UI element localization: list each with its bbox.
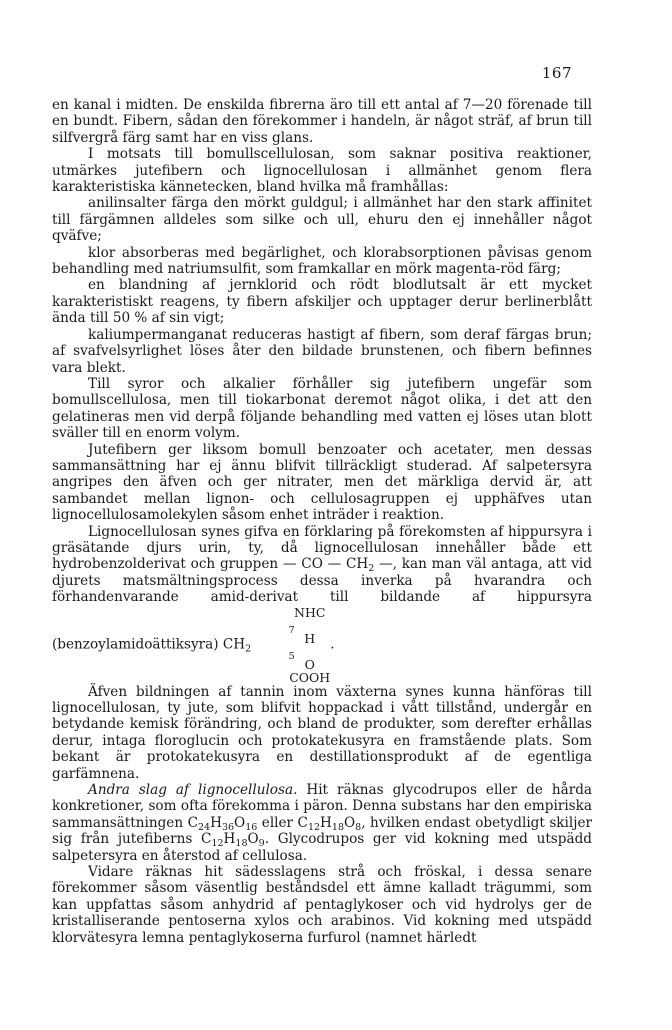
chemical-fraction <box>253 606 330 684</box>
list-item: klor absorberas med begärlighet, och klorabsorptionen påvisas genom behandling med natriumsulfit, som framkallar en mörk magenta-röd färg; <box>52 244 592 278</box>
section-heading: Andra slag af lignocellulosa. <box>88 782 298 799</box>
fraction-bottom: COOH <box>289 669 331 685</box>
paragraph: Jutefibern ger liksom bomull benzoater och acetater, men dessas sammansättning har ej ännu blifvit tillräckligt studerad. Af salpetersyra angripes den äfven och ger nitrater, men det märkliga dervid är, att sambandet mellan lignon- och cellulosagruppen ej upphäfves utan lignocellulosamolekylen såsom enhet inträder i reaktion. <box>52 441 592 524</box>
fraction-top: NHC $_7$ H $_5$ O <box>288 604 326 672</box>
paragraph-glycodrupos: Andra slag af lignocellulosa. Hit räknas glycodrupos eller de hårda konkretioner, som ofta förekomma i päron. Denna substans har den empiriska sammansättningen $C_{24}H_{36}O_{16}$ eller $C_{12}H_{18}O_8$, hvilken endast obetydligt skiljer sig från jutefiberns $C_{12}H_{18}O_9$. Glycodrupos ger vid kokning med utspädd salpetersyra en återstod af cellulosa. <box>52 782 592 864</box>
paragraph-hippursyra: Lignocellulosan synes gifva en förklaring på förekomsten af hippursyra i gräsätande djurs urin, ty, då lignocellulosan innehåller både ett hydrobenzolderivat och gruppen — CO — $CH_2$ —, kan man väl antaga, att vid djurets matsmältningsprocess dessa inverka på hvarandra och förhandenvarande amid-derivat till bildande af hippursyra (benzoylamidoättiksyra) $CH_2$ NHC $_7$ H $_5$ O COOH . <box>52 523 592 685</box>
page-body <box>52 97 592 946</box>
list-item: kaliumpermanganat reduceras hastigt af fibern, som deraf färgas brun; af svafvelsyrlighet löses åter den bildade brunstenen, och fibern befinnes vara blekt. <box>52 326 592 376</box>
paragraph: Äfven bildningen af tannin inom växterna synes kunna hänföras till lignocellulosan, ty jute, som blifvit hoppackad i vått tillstånd, undergår en betydande kemisk förändring, och bland de produkter, som derefter erhållas derur, intaga floroglucin och protokatekusyra en framstående plats. Som bekant är protokatekusyra en destillationsprodukt af de egentliga garfämnena. <box>52 683 592 782</box>
list-item: en blandning af jernklorid och rödt blodlutsalt är ett mycket karakteristiskt reagens, ty fibern afskiljer och upptager derur berlinerblått ända till 50 % af sin vigt; <box>52 277 592 327</box>
paragraph: I motsats till bomullscellulosan, som saknar positiva reaktioner, utmärkes jutefibern och lignocellulosan i allmänhet genom flera karakteristiska kännetecken, bland hvilka må framhållas: <box>52 146 592 196</box>
page-number: 167 <box>541 64 572 82</box>
list-item: anilinsalter färga den mörkt guldgul; i allmänhet har den stark affinitet till färgämnen alldeles som silke och ull, ehuru den ej innehåller något qväfve; <box>52 195 592 245</box>
paragraph: Till syror och alkalier förhåller sig jutefibern ungefär som bomullscellulosa, men till tiokarbonat deremot något olika, i det att den gelatineras men vid derpå följande behandling med vatten ej löses utan blott sväller till en enorm volym. <box>52 375 592 442</box>
paragraph: Vidare räknas hit sädesslagens strå och fröskal, i dessa senare förekommer såsom väsentlig beståndsdel ett ämne kalladt trägummi, som kan uppfattas såsom anhydrid af pentaglykoser och vid hydrolys ger de kristalliserande pentoserna xylos och arabinos. Vid kokning med utspädd klorvätesyra lemna pentaglykoserna furfurol (namnet härledt <box>52 864 592 946</box>
paragraph: en kanal i midten. De enskilda fibrerna äro till ett antal af 7—20 förenade till en bundt. Fibern, sådan den förekommer i handeln, är något sträf, af brun till silfvergrå färg samt har en viss glans. <box>52 97 592 146</box>
